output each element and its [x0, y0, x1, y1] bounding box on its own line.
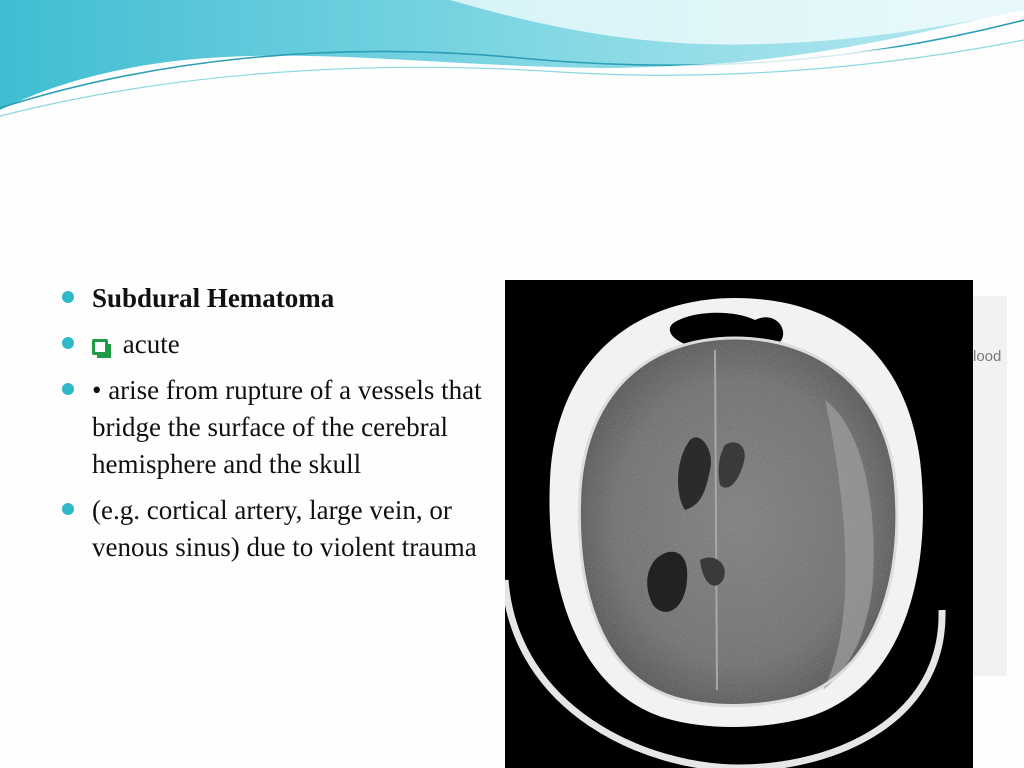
bullet-dot-icon	[62, 383, 74, 395]
bullet-dot-icon	[62, 337, 74, 349]
bullet-examples-text: (e.g. cortical artery, large vein, or venous sinus) due to violent trauma	[92, 495, 477, 562]
bullet-cause-text: • arise from rupture of a vessels that bridge the surface of the cerebral hemisphere and the skull	[92, 375, 482, 479]
bullet-item-title	[62, 280, 482, 317]
bullet-dot-icon	[62, 503, 74, 515]
bullet-item-examples	[62, 492, 482, 566]
bullet-title-text: Subdural Hematoma	[92, 283, 335, 313]
bullet-item-cause	[62, 372, 482, 483]
cropped-side-image	[973, 296, 1007, 676]
checkbox-icon	[92, 339, 108, 355]
cropped-side-text: lood	[973, 348, 1002, 365]
ct-scan-image	[505, 280, 973, 768]
brain-ct-illustration	[505, 280, 973, 768]
bullet-list	[62, 280, 482, 575]
wave-header-decoration	[0, 0, 1024, 130]
bullet-item-acute	[62, 326, 482, 363]
bullet-acute-text: acute	[122, 329, 180, 359]
bullet-dot-icon	[62, 291, 74, 303]
